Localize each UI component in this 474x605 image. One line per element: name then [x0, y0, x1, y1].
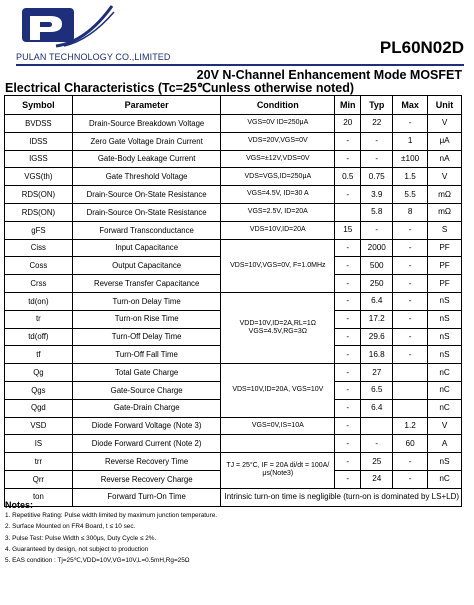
cell-typ: 0.75 [361, 168, 393, 186]
cell-typ: - [361, 221, 393, 239]
cell-min: - [335, 470, 361, 488]
cell-max: 5.5 [393, 186, 428, 204]
cell-max [393, 399, 428, 417]
cell-max: ±100 [393, 150, 428, 168]
cell-symbol: IGSS [5, 150, 73, 168]
cell-symbol: Qgs [5, 381, 73, 399]
cell-parameter: Forward Turn-On Time [72, 488, 221, 506]
cell-max: - [393, 275, 428, 293]
cell-max: 8 [393, 203, 428, 221]
cell-parameter: Turn-Off Fall Time [72, 346, 221, 364]
cell-unit: nC [428, 470, 462, 488]
cell-unit: V [428, 115, 462, 133]
cell-min: - [335, 239, 361, 257]
cell-unit: S [428, 221, 462, 239]
cell-min: - [335, 381, 361, 399]
cell-condition: VDD=10V,ID=2A,RL=1Ω VGS=4.5V,RG=3Ω [221, 292, 335, 363]
cell-max: - [393, 453, 428, 471]
cell-max: - [393, 310, 428, 328]
cell-symbol: IDSS [5, 132, 73, 150]
cell-unit: nC [428, 364, 462, 382]
col-header-condition: Condition [221, 96, 335, 115]
table-row [5, 221, 462, 239]
note-item: 3. Pulse Test: Pulse Width ≤ 300μs, Duty Cycle ≤ 2%. [5, 534, 157, 542]
cell-symbol: VGS(th) [5, 168, 73, 186]
cell-max: 1.2 [393, 417, 428, 435]
cell-parameter: Drain-Source On-State Resistance [72, 203, 221, 221]
electrical-characteristics-table [4, 95, 462, 507]
cell-min: - [335, 399, 361, 417]
cell-symbol: Qg [5, 364, 73, 382]
table-row [5, 364, 462, 382]
cell-max: - [393, 115, 428, 133]
cell-typ: - [361, 132, 393, 150]
table-row [5, 453, 462, 471]
cell-parameter: Reverse Recovery Time [72, 453, 221, 471]
table-row [5, 292, 462, 310]
cell-typ: 2000 [361, 239, 393, 257]
cell-unit: PF [428, 275, 462, 293]
cell-condition: TJ = 25°C, IF = 20A di/dt = 100A/μs(Note3) [221, 453, 335, 489]
cell-symbol: td(off) [5, 328, 73, 346]
cell-typ: 500 [361, 257, 393, 275]
cell-max [393, 364, 428, 382]
cell-condition: VGS=2.5V, ID=20A [221, 203, 335, 221]
cell-typ: 29.6 [361, 328, 393, 346]
cell-max: 60 [393, 435, 428, 453]
cell-unit: nC [428, 399, 462, 417]
cell-max: 1.5 [393, 168, 428, 186]
cell-unit: nC [428, 381, 462, 399]
cell-parameter: Diode Forward Current (Note 2) [72, 435, 221, 453]
cell-condition: VGS=0V,IS=10A [221, 417, 335, 435]
cell-symbol: Ciss [5, 239, 73, 257]
note-item: 5. EAS condition : Tj=25℃,VDD=10V,VG=10V,L=0.5mH,Rg=25Ω [5, 557, 190, 565]
cell-typ: 17.2 [361, 310, 393, 328]
table-row [5, 203, 462, 221]
col-header-typ: Typ [361, 96, 393, 115]
cell-unit: V [428, 168, 462, 186]
cell-unit: mΩ [428, 203, 462, 221]
cell-unit: V [428, 417, 462, 435]
cell-symbol: Crss [5, 275, 73, 293]
cell-unit: PF [428, 239, 462, 257]
cell-parameter: Zero Gate Voltage Drain Current [72, 132, 221, 150]
cell-unit: nS [428, 328, 462, 346]
notes-title: Notes: [5, 500, 34, 510]
cell-max [393, 381, 428, 399]
cell-unit: μA [428, 132, 462, 150]
cell-symbol: BVDSS [5, 115, 73, 133]
cell-condition: VGS=4.5V, ID=30 A [221, 186, 335, 204]
cell-min: - [335, 417, 361, 435]
cell-parameter: Turn-on Rise Time [72, 310, 221, 328]
cell-max: - [393, 346, 428, 364]
cell-condition [221, 435, 335, 453]
table-header-row [5, 96, 462, 115]
cell-symbol: gFS [5, 221, 73, 239]
cell-parameter: Reverse Transfer Capacitance [72, 275, 221, 293]
col-header-min: Min [335, 96, 361, 115]
table-row [5, 132, 462, 150]
cell-parameter: Gate Threshold Voltage [72, 168, 221, 186]
cell-symbol: Qgd [5, 399, 73, 417]
cell-symbol: Qrr [5, 470, 73, 488]
cell-symbol: tr [5, 310, 73, 328]
table-row [5, 239, 462, 257]
cell-unit: mΩ [428, 186, 462, 204]
cell-symbol: ton [5, 488, 73, 506]
cell-min: 15 [335, 221, 361, 239]
cell-parameter: Drain-Source Breakdown Voltage [72, 115, 221, 133]
cell-max: - [393, 221, 428, 239]
cell-min: 20 [335, 115, 361, 133]
cell-parameter: Output Capacitance [72, 257, 221, 275]
cell-unit: nS [428, 346, 462, 364]
col-header-symbol: Symbol [5, 96, 73, 115]
cell-unit: nS [428, 310, 462, 328]
cell-symbol: td(on) [5, 292, 73, 310]
cell-min: - [335, 435, 361, 453]
note-item: 1. Repetitive Rating: Pulse width limited by maximum junction temperature. [5, 512, 218, 519]
cell-condition: VDS=10V,VGS=0V, F=1.0MHz [221, 239, 335, 292]
cell-min: - [335, 275, 361, 293]
cell-symbol: VSD [5, 417, 73, 435]
cell-parameter: Turn-on Delay Time [72, 292, 221, 310]
table-row [5, 150, 462, 168]
table-row [5, 435, 462, 453]
cell-parameter: Gate-Source Charge [72, 381, 221, 399]
cell-typ: 250 [361, 275, 393, 293]
cell-typ: 24 [361, 470, 393, 488]
cell-condition: VDS=10V,ID=20A, VGS=10V [221, 364, 335, 417]
cell-min: - [335, 150, 361, 168]
cell-typ: 25 [361, 453, 393, 471]
cell-symbol: IS [5, 435, 73, 453]
cell-unit: nS [428, 453, 462, 471]
cell-condition: VDS=20V,VGS=0V [221, 132, 335, 150]
cell-typ [361, 417, 393, 435]
col-header-unit: Unit [428, 96, 462, 115]
cell-unit: A [428, 435, 462, 453]
cell-min: - [335, 346, 361, 364]
table-row [5, 115, 462, 133]
cell-symbol: Coss [5, 257, 73, 275]
cell-condition: VDS=10V,ID=20A [221, 221, 335, 239]
cell-condition: VGS=0V ID=250μA [221, 115, 335, 133]
cell-symbol: RDS(ON) [5, 203, 73, 221]
table-row [5, 417, 462, 435]
cell-parameter: Total Gate Charge [72, 364, 221, 382]
cell-min: - [335, 292, 361, 310]
cell-symbol: RDS(ON) [5, 186, 73, 204]
cell-condition: VGS=±12V,VDS=0V [221, 150, 335, 168]
section-title: Electrical Characteristics (Tc=25℃unless otherwise noted) [5, 81, 355, 95]
cell-max: - [393, 292, 428, 310]
table-row [5, 186, 462, 204]
cell-min: - [335, 310, 361, 328]
part-number: PL60N02D [379, 38, 464, 57]
cell-unit: nA [428, 150, 462, 168]
company-logo [16, 2, 116, 50]
cell-max: 1 [393, 132, 428, 150]
cell-parameter: Input Capacitance [72, 239, 221, 257]
cell-max: - [393, 257, 428, 275]
cell-unit: PF [428, 257, 462, 275]
cell-max: - [393, 470, 428, 488]
col-header-parameter: Parameter [72, 96, 221, 115]
cell-min: 0.5 [335, 168, 361, 186]
cell-parameter: Turn-Off Delay Time [72, 328, 221, 346]
company-name: PULAN TECHNOLOGY CO.,LIMITED [16, 52, 171, 62]
cell-parameter: Diode Forward Voltage (Note 3) [72, 417, 221, 435]
table-row [5, 168, 462, 186]
cell-max: - [393, 239, 428, 257]
cell-parameter: Gate-Drain Charge [72, 399, 221, 417]
cell-min: - [335, 364, 361, 382]
cell-parameter: Gate-Body Leakage Current [72, 150, 221, 168]
cell-typ: - [361, 435, 393, 453]
cell-typ: 3.9 [361, 186, 393, 204]
cell-min [335, 203, 361, 221]
cell-symbol: trr [5, 453, 73, 471]
cell-typ: 5.8 [361, 203, 393, 221]
cell-symbol: tf [5, 346, 73, 364]
logo-block [22, 8, 74, 42]
notes-section [5, 500, 470, 566]
cell-typ: 6.4 [361, 292, 393, 310]
header-rule [16, 64, 464, 66]
cell-typ: 6.5 [361, 381, 393, 399]
cell-unit: nS [428, 292, 462, 310]
cell-min: - [335, 132, 361, 150]
document-subtitle: 20V N-Channel Enhancement Mode MOSFET [196, 68, 462, 82]
cell-typ: - [361, 150, 393, 168]
note-item: 2. Surface Mounted on FR4 Board, t ≤ 10 sec. [5, 523, 136, 531]
cell-parameter: Reverse Recovery Charge [72, 470, 221, 488]
note-item: 4. Guaranteed by design, not subject to production [5, 545, 149, 553]
cell-min: - [335, 257, 361, 275]
cell-typ: 22 [361, 115, 393, 133]
cell-min: - [335, 186, 361, 204]
cell-typ: 27 [361, 364, 393, 382]
cell-min: - [335, 453, 361, 471]
cell-parameter: Drain-Source On-State Resistance [72, 186, 221, 204]
cell-condition: VDS=VGS,ID=250μA [221, 168, 335, 186]
cell-note: Intrinsic turn-on time is negligible (turn-on is dominated by LS+LD) [221, 488, 462, 506]
cell-typ: 16.8 [361, 346, 393, 364]
cell-min: - [335, 328, 361, 346]
cell-typ: 6.4 [361, 399, 393, 417]
cell-max: - [393, 328, 428, 346]
cell-parameter: Forward Transconductance [72, 221, 221, 239]
col-header-max: Max [393, 96, 428, 115]
